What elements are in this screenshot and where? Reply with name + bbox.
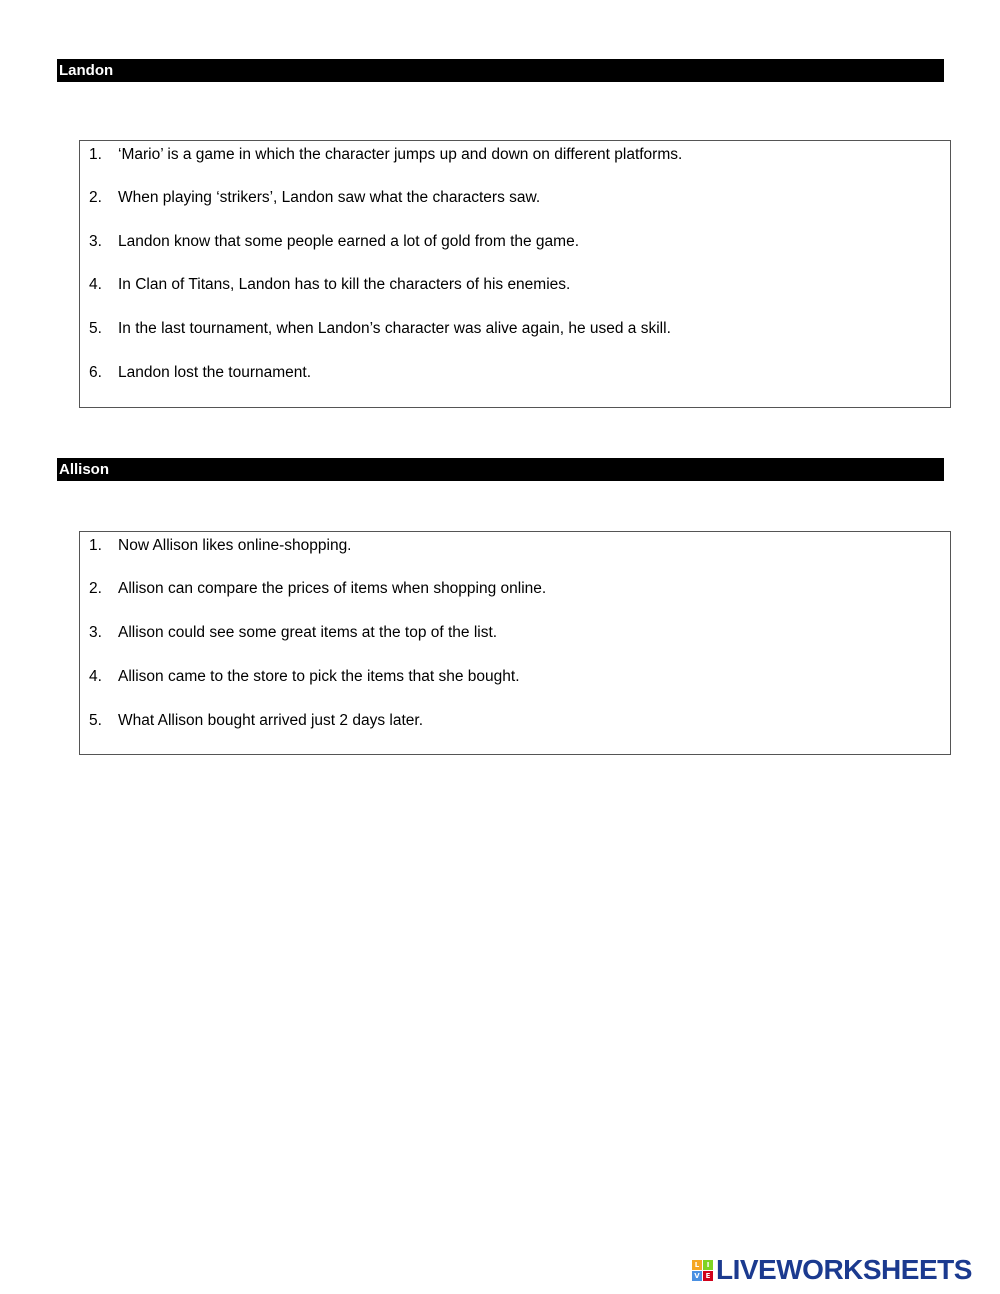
item-number: 3. — [89, 233, 102, 250]
item-number: 4. — [89, 668, 102, 685]
item-number: 3. — [89, 624, 102, 641]
logo-cell: L — [692, 1260, 702, 1270]
logo-cell: V — [692, 1271, 702, 1281]
item-number: 2. — [89, 580, 102, 597]
item-text: Now Allison likes online-shopping. — [118, 537, 352, 554]
liveworksheets-logo[interactable] — [692, 1254, 972, 1285]
item-text: Landon lost the tournament. — [118, 364, 312, 381]
item-number: 5. — [89, 712, 102, 729]
logo-cell: I — [703, 1260, 713, 1270]
item-text: ‘Mario’ is a game in which the character jumps up and down on different platforms. — [118, 146, 683, 163]
item-number: 1. — [89, 537, 102, 554]
logo-text: LIVEWORKSHEETS — [716, 1254, 972, 1285]
item-text: Landon know that some people earned a lot of gold from the game. — [118, 233, 579, 250]
item-text: Allison can compare the prices of items when shopping online. — [118, 580, 547, 597]
item-number: 2. — [89, 189, 102, 206]
item-text: When playing ‘strikers’, Landon saw what the characters saw. — [118, 189, 541, 206]
item-text: Allison came to the store to pick the items that she bought. — [118, 668, 520, 685]
item-number: 1. — [89, 146, 102, 163]
question-box-landon — [79, 140, 951, 408]
item-text: In the last tournament, when Landon’s character was alive again, he used a skill. — [118, 320, 671, 337]
item-text: In Clan of Titans, Landon has to kill the characters of his enemies. — [118, 276, 571, 293]
section-header-allison: Allison — [57, 458, 944, 481]
question-box-allison — [79, 531, 951, 755]
item-number: 6. — [89, 364, 102, 381]
logo-mark-icon — [692, 1260, 713, 1281]
item-text: What Allison bought arrived just 2 days later. — [118, 712, 423, 729]
section-header-landon: Landon — [57, 59, 944, 82]
logo-cell: E — [703, 1271, 713, 1281]
item-text: Allison could see some great items at the top of the list. — [118, 624, 498, 641]
item-number: 5. — [89, 320, 102, 337]
item-number: 4. — [89, 276, 102, 293]
